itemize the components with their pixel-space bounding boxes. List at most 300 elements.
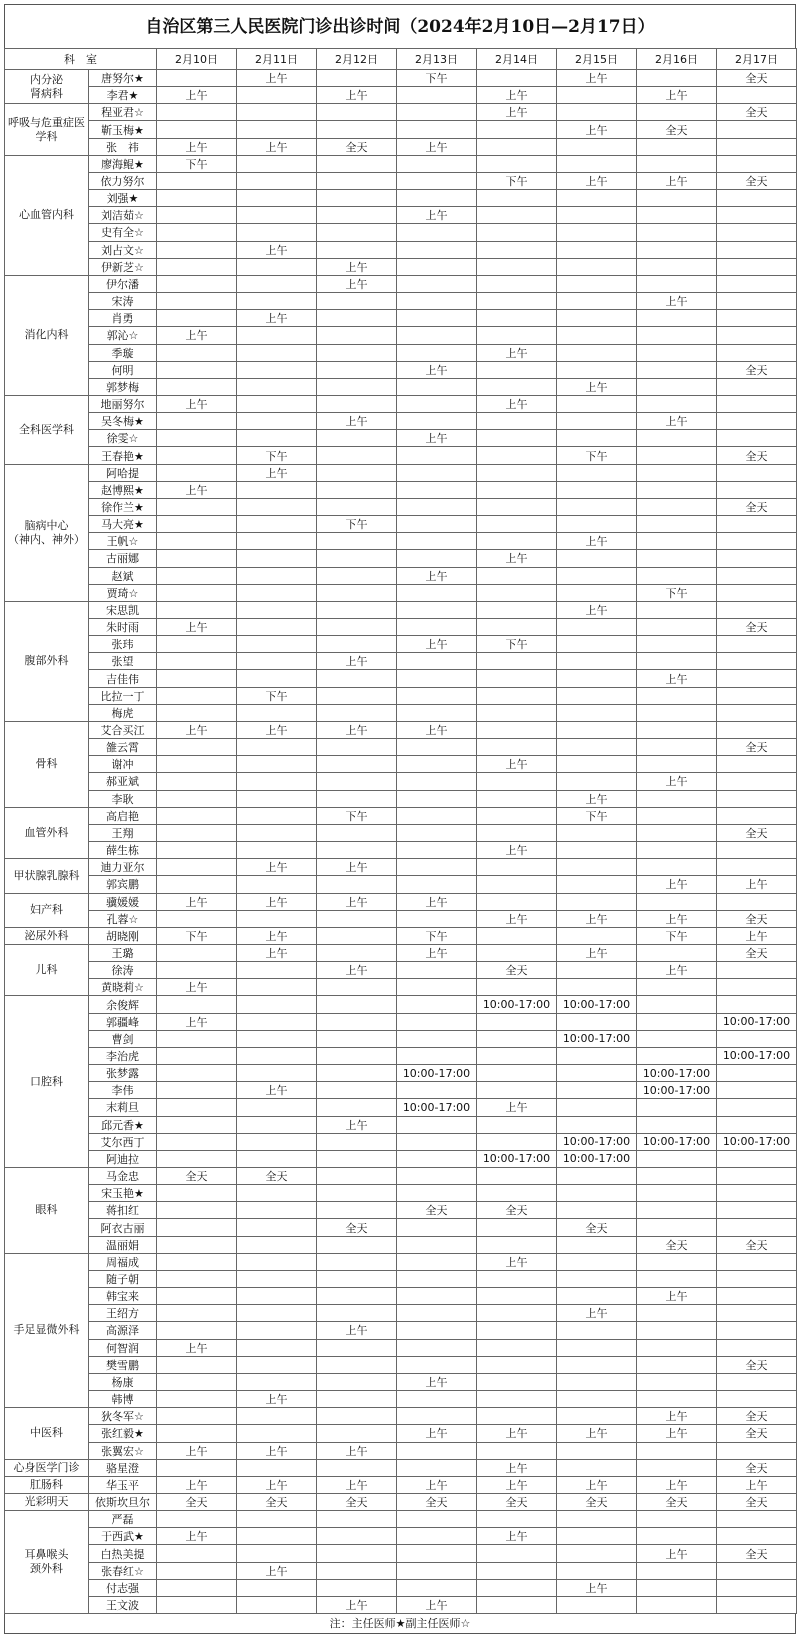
schedule-cell [237, 413, 317, 430]
table-row [5, 1339, 797, 1356]
schedule-cell: 上午 [477, 1528, 557, 1545]
schedule-cell [397, 962, 477, 979]
schedule-cell [317, 104, 397, 121]
schedule-cell [397, 1339, 477, 1356]
schedule-cell [237, 361, 317, 378]
table-row [5, 155, 797, 172]
schedule-cell [157, 447, 237, 464]
schedule-cell [317, 1236, 397, 1253]
schedule-cell: 上午 [397, 207, 477, 224]
schedule-cell: 上午 [477, 1476, 557, 1493]
doctor-name: 张翼宏☆ [89, 1442, 157, 1459]
schedule-cell: 上午 [237, 70, 317, 87]
doctor-name: 依力努尔 [89, 172, 157, 189]
doctor-name: 于西武★ [89, 1528, 157, 1545]
table-row [5, 361, 797, 378]
schedule-cell: 全天 [717, 1459, 797, 1476]
schedule-cell: 全天 [717, 1545, 797, 1562]
schedule-cell [237, 1236, 317, 1253]
date-header: 2月15日 [557, 49, 637, 70]
schedule-cell [317, 1133, 397, 1150]
schedule-cell [157, 224, 237, 241]
schedule-cell: 上午 [477, 1425, 557, 1442]
schedule-cell: 上午 [397, 361, 477, 378]
schedule-cell [717, 893, 797, 910]
schedule-cell [397, 1408, 477, 1425]
schedule-cell [717, 756, 797, 773]
schedule-cell [237, 87, 317, 104]
schedule-cell: 上午 [317, 1322, 397, 1339]
schedule-cell: 上午 [637, 1288, 717, 1305]
table-row [5, 1579, 797, 1596]
schedule-cell [717, 773, 797, 790]
doctor-name: 徐作兰★ [89, 498, 157, 515]
schedule-cell: 全天 [557, 1493, 637, 1510]
schedule-cell [237, 172, 317, 189]
table-row [5, 859, 797, 876]
schedule-cell: 10:00-17:00 [557, 996, 637, 1013]
schedule-cell: 上午 [157, 327, 237, 344]
schedule-cell [237, 395, 317, 412]
schedule-cell [717, 155, 797, 172]
table-row [5, 447, 797, 464]
schedule-cell [317, 293, 397, 310]
schedule-cell: 上午 [237, 464, 317, 481]
department-name: 口腔科 [5, 996, 89, 1168]
schedule-cell: 全天 [637, 1493, 717, 1510]
schedule-cell [317, 378, 397, 395]
table-row [5, 138, 797, 155]
schedule-cell [637, 704, 717, 721]
schedule-cell [717, 550, 797, 567]
schedule-cell [637, 1168, 717, 1185]
schedule-cell: 上午 [477, 910, 557, 927]
schedule-cell [397, 1459, 477, 1476]
schedule-cell [237, 121, 317, 138]
schedule-cell: 上午 [477, 756, 557, 773]
schedule-cell: 上午 [637, 413, 717, 430]
schedule-cell [477, 241, 557, 258]
doctor-name: 骥媛媛 [89, 893, 157, 910]
schedule-cell: 上午 [317, 859, 397, 876]
doctor-name: 何明 [89, 361, 157, 378]
table-row [5, 739, 797, 756]
schedule-cell [477, 721, 557, 738]
schedule-cell [317, 670, 397, 687]
schedule-cell [317, 1579, 397, 1596]
schedule-cell [557, 464, 637, 481]
schedule-cell [397, 121, 477, 138]
schedule-cell: 10:00-17:00 [717, 1013, 797, 1030]
schedule-cell: 下午 [157, 155, 237, 172]
schedule-cell [557, 1545, 637, 1562]
schedule-cell [717, 636, 797, 653]
schedule-cell [557, 1408, 637, 1425]
schedule-cell [237, 516, 317, 533]
date-header: 2月11日 [237, 49, 317, 70]
schedule-cell [637, 1579, 717, 1596]
table-row [5, 1219, 797, 1236]
schedule-cell [237, 910, 317, 927]
schedule-cell: 全天 [717, 361, 797, 378]
schedule-cell [317, 447, 397, 464]
department-name: 血管外科 [5, 807, 89, 858]
schedule-cell [637, 104, 717, 121]
schedule-cell [637, 241, 717, 258]
schedule-cell [637, 1442, 717, 1459]
doctor-name: 张春红☆ [89, 1562, 157, 1579]
schedule-cell [717, 207, 797, 224]
schedule-cell [157, 293, 237, 310]
schedule-cell: 上午 [397, 138, 477, 155]
table-row [5, 378, 797, 395]
schedule-cell [397, 87, 477, 104]
doctor-name: 迪力亚尔 [89, 859, 157, 876]
table-row [5, 1425, 797, 1442]
schedule-cell [237, 155, 317, 172]
schedule-cell: 全天 [317, 1493, 397, 1510]
doctor-name: 比拉一丁 [89, 687, 157, 704]
schedule-cell [637, 979, 717, 996]
schedule-cell: 全天 [317, 1219, 397, 1236]
schedule-cell [477, 1030, 557, 1047]
schedule-cell [557, 516, 637, 533]
table-row [5, 1305, 797, 1322]
schedule-cell [157, 790, 237, 807]
schedule-cell [637, 567, 717, 584]
schedule-cell: 上午 [237, 241, 317, 258]
schedule-cell [317, 1013, 397, 1030]
schedule-cell [717, 481, 797, 498]
doctor-name: 阿哈提 [89, 464, 157, 481]
table-row [5, 498, 797, 515]
schedule-cell: 上午 [237, 1476, 317, 1493]
schedule-cell [477, 1579, 557, 1596]
schedule-cell [717, 842, 797, 859]
department-name: 中医科 [5, 1408, 89, 1459]
schedule-cell: 10:00-17:00 [557, 1030, 637, 1047]
schedule-cell: 上午 [477, 550, 557, 567]
table-row [5, 190, 797, 207]
schedule-cell [477, 1116, 557, 1133]
schedule-cell [237, 430, 317, 447]
schedule-cell [557, 1528, 637, 1545]
schedule-cell [317, 1030, 397, 1047]
schedule-cell [477, 601, 557, 618]
schedule-cell [557, 87, 637, 104]
schedule-cell [557, 979, 637, 996]
schedule-cell [317, 1545, 397, 1562]
schedule-cell [637, 550, 717, 567]
schedule-cell: 上午 [317, 87, 397, 104]
table-row [5, 1236, 797, 1253]
table-row [5, 533, 797, 550]
schedule-cell [157, 996, 237, 1013]
schedule-cell [397, 1168, 477, 1185]
schedule-cell [717, 1579, 797, 1596]
schedule-cell: 上午 [317, 1442, 397, 1459]
schedule-cell [157, 1030, 237, 1047]
schedule-cell [397, 413, 477, 430]
schedule-cell [317, 1253, 397, 1270]
schedule-cell: 上午 [317, 258, 397, 275]
department-name: 心血管内科 [5, 155, 89, 275]
doctor-name: 杨康 [89, 1373, 157, 1390]
doctor-name: 李耿 [89, 790, 157, 807]
doctor-name: 末莉旦 [89, 1099, 157, 1116]
department-name: 心身医学门诊 [5, 1459, 89, 1476]
schedule-cell [717, 1219, 797, 1236]
schedule-cell [637, 721, 717, 738]
schedule-cell [557, 773, 637, 790]
schedule-cell [317, 207, 397, 224]
schedule-cell [717, 670, 797, 687]
schedule-cell [317, 567, 397, 584]
schedule-cell [157, 1099, 237, 1116]
schedule-cell [477, 498, 557, 515]
schedule-cell: 上午 [637, 910, 717, 927]
doctor-name: 阿迪拉 [89, 1150, 157, 1167]
schedule-cell: 下午 [237, 447, 317, 464]
schedule-cell [397, 464, 477, 481]
schedule-cell [717, 87, 797, 104]
schedule-cell [557, 361, 637, 378]
table-row [5, 327, 797, 344]
schedule-cell [317, 1408, 397, 1425]
schedule-cell [557, 584, 637, 601]
table-row [5, 275, 797, 292]
schedule-cell: 上午 [557, 944, 637, 961]
schedule-cell [637, 790, 717, 807]
schedule-cell [157, 1425, 237, 1442]
schedule-cell [237, 1253, 317, 1270]
schedule-cell [157, 207, 237, 224]
schedule-cell [157, 601, 237, 618]
schedule-cell [397, 704, 477, 721]
schedule-cell [717, 121, 797, 138]
schedule-cell: 上午 [317, 721, 397, 738]
table-row [5, 241, 797, 258]
schedule-cell [317, 464, 397, 481]
doctor-name: 季璇 [89, 344, 157, 361]
schedule-cell [237, 1116, 317, 1133]
schedule-cell [557, 224, 637, 241]
schedule-cell [717, 721, 797, 738]
schedule-cell [557, 104, 637, 121]
schedule-cell [717, 687, 797, 704]
schedule-cell [477, 1562, 557, 1579]
doctor-name: 吴冬梅★ [89, 413, 157, 430]
doctor-name: 李君★ [89, 87, 157, 104]
doctor-name: 王绍方 [89, 1305, 157, 1322]
schedule-cell [477, 464, 557, 481]
table-row [5, 996, 797, 1013]
doctor-name: 雒云霄 [89, 739, 157, 756]
schedule-cell: 全天 [557, 1219, 637, 1236]
doctor-name: 樊雪鹏 [89, 1356, 157, 1373]
schedule-cell [557, 1253, 637, 1270]
schedule-cell: 上午 [717, 876, 797, 893]
doctor-name: 张 祎 [89, 138, 157, 155]
schedule-cell [717, 1185, 797, 1202]
schedule-cell [477, 378, 557, 395]
doctor-name: 黄晓莉☆ [89, 979, 157, 996]
schedule-cell [317, 1047, 397, 1064]
doctor-name: 刘洁茹☆ [89, 207, 157, 224]
schedule-cell: 全天 [637, 121, 717, 138]
doctor-name: 艾尔西丁 [89, 1133, 157, 1150]
schedule-cell [717, 807, 797, 824]
schedule-cell [557, 687, 637, 704]
schedule-cell [557, 927, 637, 944]
schedule-cell [717, 1030, 797, 1047]
doctor-name: 吉佳伟 [89, 670, 157, 687]
table-row [5, 1476, 797, 1493]
schedule-cell [637, 516, 717, 533]
schedule-cell: 上午 [317, 275, 397, 292]
schedule-cell: 上午 [557, 1579, 637, 1596]
schedule-cell: 上午 [637, 1425, 717, 1442]
schedule-cell [717, 567, 797, 584]
schedule-cell [637, 1391, 717, 1408]
schedule-cell: 上午 [317, 1476, 397, 1493]
schedule-cell [477, 1408, 557, 1425]
table-row [5, 893, 797, 910]
schedule-cell [637, 944, 717, 961]
schedule-cell [477, 1168, 557, 1185]
schedule-cell [397, 104, 477, 121]
schedule-cell [477, 258, 557, 275]
date-header: 2月10日 [157, 49, 237, 70]
department-name: 骨科 [5, 721, 89, 807]
table-row [5, 567, 797, 584]
schedule-cell [397, 516, 477, 533]
schedule-cell: 上午 [157, 1442, 237, 1459]
schedule-cell [717, 1596, 797, 1613]
schedule-cell: 10:00-17:00 [717, 1047, 797, 1064]
doctor-name: 郝亚斌 [89, 773, 157, 790]
doctor-name: 梅虎 [89, 704, 157, 721]
schedule-cell [157, 1579, 237, 1596]
schedule-cell [717, 190, 797, 207]
schedule-cell [157, 1253, 237, 1270]
schedule-cell [557, 636, 637, 653]
schedule-cell [557, 327, 637, 344]
schedule-cell [637, 498, 717, 515]
table-row [5, 1596, 797, 1613]
schedule-cell [637, 739, 717, 756]
table-row [5, 1288, 797, 1305]
date-header: 2月17日 [717, 49, 797, 70]
schedule-cell [477, 653, 557, 670]
schedule-cell [157, 1596, 237, 1613]
schedule-cell [637, 533, 717, 550]
schedule-cell [397, 190, 477, 207]
schedule-cell [397, 996, 477, 1013]
table-row [5, 1133, 797, 1150]
schedule-cell [557, 1236, 637, 1253]
department-name: 眼科 [5, 1168, 89, 1254]
schedule-cell [477, 670, 557, 687]
schedule-cell [637, 464, 717, 481]
schedule-cell: 上午 [477, 104, 557, 121]
schedule-cell: 全天 [717, 104, 797, 121]
schedule-cell [397, 1133, 477, 1150]
schedule-cell: 上午 [557, 533, 637, 550]
schedule-cell [637, 1305, 717, 1322]
schedule-cell [717, 704, 797, 721]
schedule-cell [237, 207, 317, 224]
table-row [5, 1562, 797, 1579]
doctor-name: 张玮 [89, 636, 157, 653]
schedule-cell [637, 138, 717, 155]
schedule-cell [637, 1150, 717, 1167]
schedule-cell [557, 241, 637, 258]
schedule-cell [237, 756, 317, 773]
schedule-cell [317, 1185, 397, 1202]
schedule-cell [237, 1065, 317, 1082]
schedule-cell: 全天 [717, 1356, 797, 1373]
schedule-cell [717, 413, 797, 430]
table-row [5, 1253, 797, 1270]
schedule-cell: 上午 [157, 1339, 237, 1356]
schedule-cell [317, 619, 397, 636]
schedule-cell [717, 1168, 797, 1185]
schedule-cell: 上午 [477, 344, 557, 361]
department-name: 腹部外科 [5, 601, 89, 721]
schedule-cell [637, 842, 717, 859]
schedule-cell [237, 790, 317, 807]
schedule-cell: 全天 [477, 1493, 557, 1510]
schedule-cell [637, 430, 717, 447]
schedule-cell [317, 241, 397, 258]
schedule-cell [237, 567, 317, 584]
table-row [5, 1511, 797, 1528]
schedule-cell: 下午 [397, 70, 477, 87]
schedule-cell [317, 1270, 397, 1287]
schedule-cell [157, 1236, 237, 1253]
schedule-cell [317, 1373, 397, 1390]
schedule-cell: 上午 [477, 1459, 557, 1476]
schedule-cell [397, 1528, 477, 1545]
doctor-name: 阿衣古丽 [89, 1219, 157, 1236]
doctor-name: 狄冬军☆ [89, 1408, 157, 1425]
table-row [5, 1356, 797, 1373]
department-name: 全科医学科 [5, 395, 89, 464]
schedule-cell [157, 378, 237, 395]
schedule-cell: 上午 [397, 893, 477, 910]
schedule-cell [237, 619, 317, 636]
schedule-cell [477, 1185, 557, 1202]
table-row [5, 1408, 797, 1425]
schedule-cell: 上午 [157, 395, 237, 412]
schedule-cell [397, 1219, 477, 1236]
schedule-cell [237, 670, 317, 687]
table-row [5, 756, 797, 773]
schedule-cell [317, 344, 397, 361]
table-row [5, 1150, 797, 1167]
schedule-cell: 上午 [237, 893, 317, 910]
schedule-cell: 上午 [557, 1305, 637, 1322]
schedule-cell: 全天 [717, 944, 797, 961]
doctor-name: 宋玉艳★ [89, 1185, 157, 1202]
schedule-cell [237, 1013, 317, 1030]
table-row [5, 413, 797, 430]
schedule-cell: 全天 [397, 1493, 477, 1510]
table-row [5, 876, 797, 893]
schedule-cell [317, 1168, 397, 1185]
schedule-cell: 上午 [557, 910, 637, 927]
